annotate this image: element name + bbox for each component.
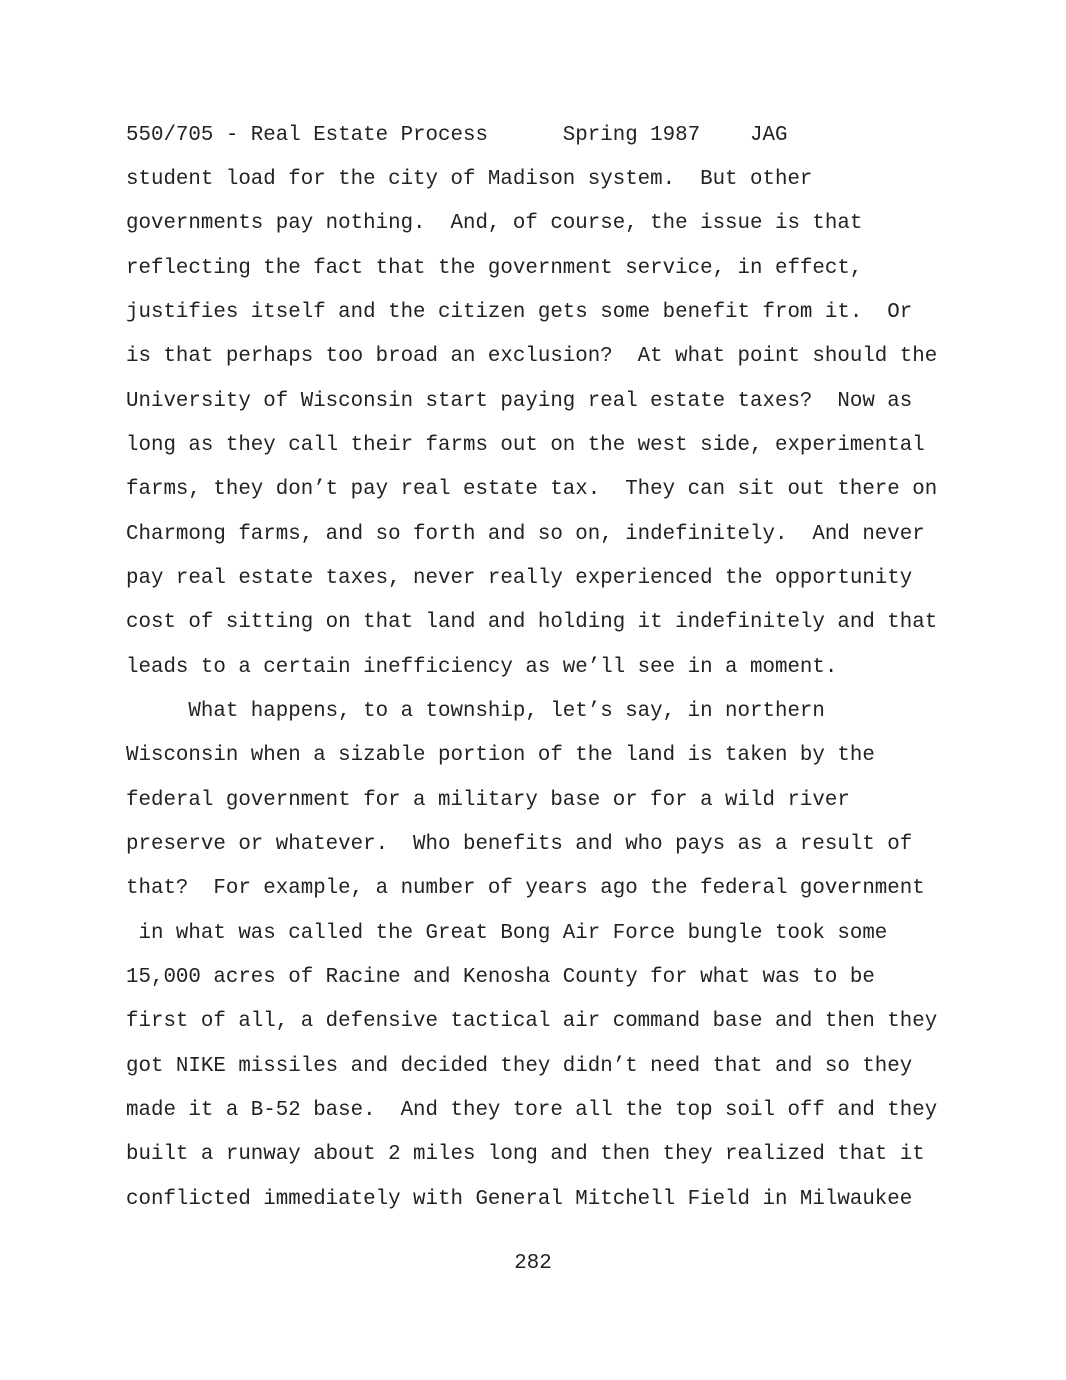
body-line: reflecting the fact that the government service, in effect, — [126, 257, 863, 280]
page-number: 282 — [514, 1252, 552, 1275]
body-line: Charmong farms, and so forth and so on, indefinitely. And never — [126, 523, 925, 546]
body-line: first of all, a defensive tactical air command base and then they — [126, 1010, 938, 1033]
body-line: leads to a certain inefficiency as we’ll see in a moment. — [126, 656, 838, 679]
page-header: 550/705 - Real Estate Process Spring 1987 JAG — [126, 124, 788, 147]
body-line: student load for the city of Madison system. But other — [126, 168, 813, 191]
body-line: Wisconsin when a sizable portion of the land is taken by the — [126, 744, 875, 767]
body-line: is that perhaps too broad an exclusion? At what point should the — [126, 345, 938, 368]
body-line: that? For example, a number of years ago the federal government — [126, 877, 925, 900]
body-line: in what was called the Great Bong Air Force bungle took some — [126, 922, 888, 945]
body-line: long as they call their farms out on the west side, experimental — [126, 434, 925, 457]
body-line: made it a B-52 base. And they tore all the top soil off and they — [126, 1099, 938, 1122]
body-line: built a runway about 2 miles long and then they realized that it — [126, 1143, 925, 1166]
body-line: cost of sitting on that land and holding it indefinitely and that — [126, 611, 938, 634]
body-line: conflicted immediately with General Mitchell Field in Milwaukee — [126, 1188, 913, 1211]
body-line: governments pay nothing. And, of course, the issue is that — [126, 212, 863, 235]
body-line: justifies itself and the citizen gets some benefit from it. Or — [126, 301, 913, 324]
body-line: 15,000 acres of Racine and Kenosha County for what was to be — [126, 966, 875, 989]
body-line: University of Wisconsin start paying real estate taxes? Now as — [126, 390, 913, 413]
body-line: farms, they don’t pay real estate tax. They can sit out there on — [126, 478, 938, 501]
body-line: What happens, to a township, let’s say, in northern — [126, 700, 825, 723]
body-line: pay real estate taxes, never really experienced the opportunity — [126, 567, 913, 590]
body-line: got NIKE missiles and decided they didn’t need that and so they — [126, 1055, 913, 1078]
body-line: preserve or whatever. Who benefits and who pays as a result of — [126, 833, 913, 856]
body-line: federal government for a military base or for a wild river — [126, 789, 850, 812]
